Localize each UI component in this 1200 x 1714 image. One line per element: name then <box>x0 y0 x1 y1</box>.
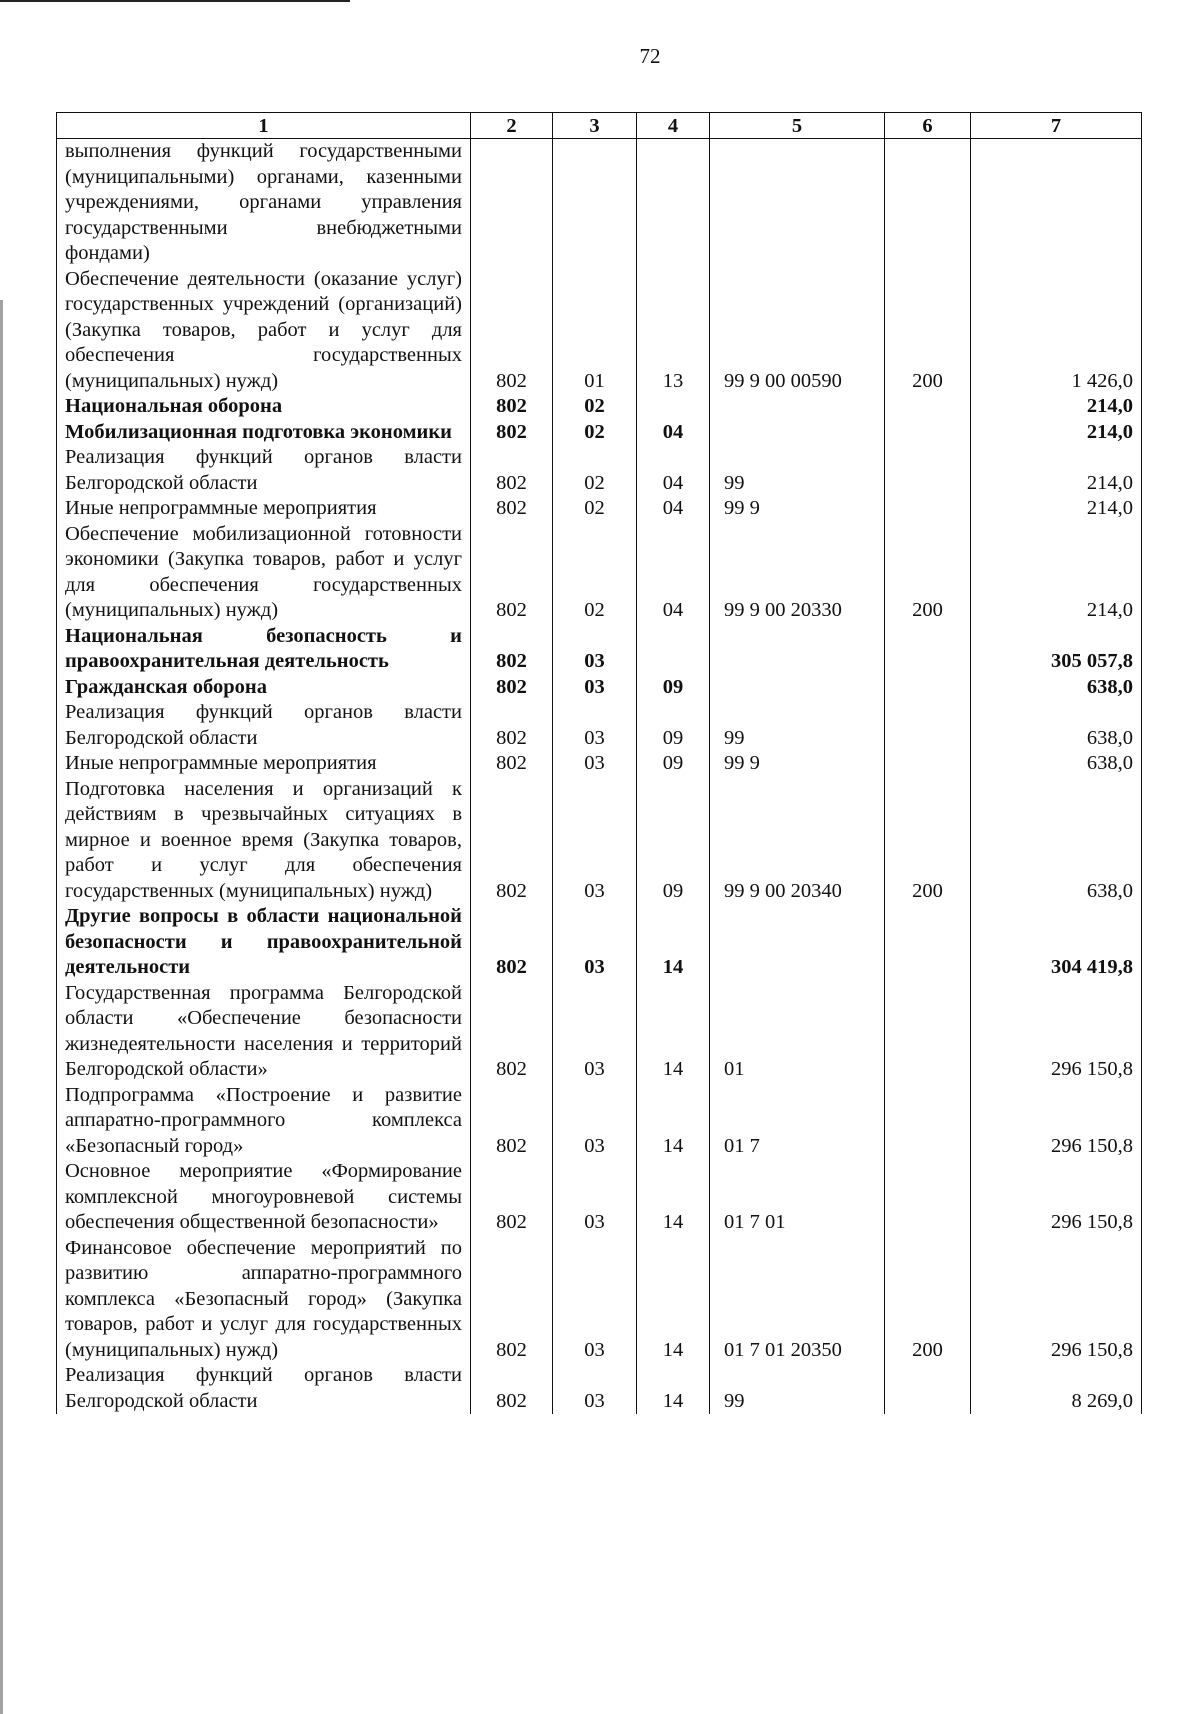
row-name: Реализация функций органов власти Белгородской области <box>57 445 471 496</box>
row-section-code: 02 <box>553 496 637 522</box>
row-subsection-code: 14 <box>637 981 710 1083</box>
row-target-code <box>710 394 885 420</box>
row-expense-type <box>885 675 971 701</box>
row-name: Подпрограмма «Построение и развитие аппаратно-программного комплекса «Безопасный город» <box>57 1083 471 1160</box>
row-name: Обеспечение мобилизационной готовности экономики (Закупка товаров, работ и услуг для обеспечения государственных (муниципальных) нужд) <box>57 522 471 624</box>
row-expense-type <box>885 496 971 522</box>
table-row <box>57 267 1142 395</box>
row-ved-code: 802 <box>471 624 553 675</box>
row-amount: 296 150,8 <box>971 1159 1142 1236</box>
table-row <box>57 445 1142 496</box>
row-amount <box>971 139 1142 267</box>
row-target-code: 99 9 00 20340 <box>710 777 885 905</box>
row-name: Реализация функций органов власти Белгородской области <box>57 1363 471 1414</box>
row-subsection-code: 14 <box>637 904 710 981</box>
row-name: Подготовка населения и организаций к действиям в чрезвычайных ситуациях в мирное и военное время (Закупка товаров, работ и услуг для обеспечения государственных (муниципальных) нужд) <box>57 777 471 905</box>
table-row <box>57 420 1142 446</box>
row-expense-type <box>885 751 971 777</box>
row-expense-type <box>885 1083 971 1160</box>
table-row <box>57 1236 1142 1364</box>
table-row <box>57 522 1142 624</box>
table-row <box>57 1363 1142 1414</box>
row-ved-code <box>471 139 553 267</box>
row-ved-code: 802 <box>471 522 553 624</box>
row-ved-code: 802 <box>471 981 553 1083</box>
row-subsection-code: 04 <box>637 445 710 496</box>
row-section-code: 03 <box>553 904 637 981</box>
row-section-code: 03 <box>553 1159 637 1236</box>
row-expense-type <box>885 700 971 751</box>
row-name: Другие вопросы в области национальной безопасности и правоохранительной деятельности <box>57 904 471 981</box>
row-target-code: 99 9 <box>710 751 885 777</box>
row-target-code: 99 <box>710 1363 885 1414</box>
row-expense-type <box>885 420 971 446</box>
row-section-code: 02 <box>553 420 637 446</box>
row-expense-type <box>885 1363 971 1414</box>
row-ved-code: 802 <box>471 904 553 981</box>
table-row <box>57 904 1142 981</box>
row-name: Государственная программа Белгородской области «Обеспечение безопасности жизнедеятельности населения и территорий Белгородской области» <box>57 981 471 1083</box>
row-target-code: 99 9 00 20330 <box>710 522 885 624</box>
row-amount: 214,0 <box>971 445 1142 496</box>
row-section-code: 03 <box>553 751 637 777</box>
row-amount: 214,0 <box>971 420 1142 446</box>
row-name: Обеспечение деятельности (оказание услуг) государственных учреждений (организаций) (Закупка товаров, работ и услуг для обеспечения государственных (муниципальных) нужд) <box>57 267 471 395</box>
row-target-code <box>710 420 885 446</box>
row-name: Иные непрограммные мероприятия <box>57 751 471 777</box>
row-expense-type <box>885 981 971 1083</box>
row-subsection-code <box>637 394 710 420</box>
row-subsection-code: 04 <box>637 420 710 446</box>
page-number: 72 <box>639 44 661 68</box>
row-name: Основное мероприятие «Формирование комплексной многоуровневой системы обеспечения общественной безопасности» <box>57 1159 471 1236</box>
table-row <box>57 700 1142 751</box>
table-row <box>57 675 1142 701</box>
row-subsection-code: 09 <box>637 777 710 905</box>
table-row <box>57 981 1142 1083</box>
row-amount: 296 150,8 <box>971 1083 1142 1160</box>
row-amount: 296 150,8 <box>971 1236 1142 1364</box>
row-amount: 296 150,8 <box>971 981 1142 1083</box>
row-expense-type <box>885 624 971 675</box>
row-name: Иные непрограммные мероприятия <box>57 496 471 522</box>
row-ved-code: 802 <box>471 1236 553 1364</box>
top-rule <box>0 0 350 2</box>
row-section-code <box>553 139 637 267</box>
row-amount: 214,0 <box>971 394 1142 420</box>
row-name: Мобилизационная подготовка экономики <box>57 420 471 446</box>
row-name: Гражданская оборона <box>57 675 471 701</box>
row-subsection-code: 14 <box>637 1083 710 1160</box>
row-expense-type: 200 <box>885 267 971 395</box>
row-subsection-code: 13 <box>637 267 710 395</box>
budget-table <box>56 112 1142 1414</box>
row-target-code <box>710 624 885 675</box>
row-amount: 638,0 <box>971 700 1142 751</box>
table-row <box>57 1083 1142 1160</box>
row-amount: 638,0 <box>971 777 1142 905</box>
row-target-code: 99 9 00 00590 <box>710 267 885 395</box>
row-ved-code: 802 <box>471 420 553 446</box>
header-col-5: 5 <box>710 113 885 139</box>
row-ved-code: 802 <box>471 751 553 777</box>
row-subsection-code: 04 <box>637 496 710 522</box>
scan-edge <box>0 300 3 1714</box>
header-col-2: 2 <box>471 113 553 139</box>
row-expense-type <box>885 1159 971 1236</box>
row-amount: 304 419,8 <box>971 904 1142 981</box>
row-amount: 638,0 <box>971 751 1142 777</box>
header-col-3: 3 <box>553 113 637 139</box>
row-ved-code: 802 <box>471 675 553 701</box>
row-target-code: 01 7 <box>710 1083 885 1160</box>
row-section-code: 03 <box>553 1236 637 1364</box>
row-expense-type <box>885 394 971 420</box>
row-ved-code: 802 <box>471 1159 553 1236</box>
row-name: Реализация функций органов власти Белгородской области <box>57 700 471 751</box>
table-row <box>57 394 1142 420</box>
row-section-code: 03 <box>553 700 637 751</box>
row-name: Национальная оборона <box>57 394 471 420</box>
row-section-code: 03 <box>553 1363 637 1414</box>
header-row <box>57 113 1142 139</box>
row-ved-code: 802 <box>471 777 553 905</box>
row-amount: 214,0 <box>971 522 1142 624</box>
row-section-code: 03 <box>553 675 637 701</box>
row-target-code <box>710 675 885 701</box>
table-row <box>57 777 1142 905</box>
row-target-code: 99 9 <box>710 496 885 522</box>
row-expense-type <box>885 445 971 496</box>
row-target-code: 99 <box>710 445 885 496</box>
row-amount: 305 057,8 <box>971 624 1142 675</box>
row-subsection-code: 14 <box>637 1159 710 1236</box>
row-ved-code: 802 <box>471 1083 553 1160</box>
table-row <box>57 139 1142 267</box>
row-ved-code: 802 <box>471 496 553 522</box>
row-name: выполнения функций государственными (муниципальными) органами, казенными учреждениями, органами управления государственными внебюджетными фондами) <box>57 139 471 267</box>
table-row <box>57 624 1142 675</box>
row-section-code: 03 <box>553 777 637 905</box>
row-subsection-code: 09 <box>637 700 710 751</box>
row-name: Национальная безопасность и правоохранительная деятельность <box>57 624 471 675</box>
row-section-code: 02 <box>553 445 637 496</box>
row-section-code: 03 <box>553 1083 637 1160</box>
row-ved-code: 802 <box>471 394 553 420</box>
row-expense-type <box>885 904 971 981</box>
header-col-1: 1 <box>57 113 471 139</box>
row-section-code: 02 <box>553 394 637 420</box>
row-target-code: 99 <box>710 700 885 751</box>
row-expense-type: 200 <box>885 1236 971 1364</box>
row-section-code: 02 <box>553 522 637 624</box>
row-ved-code: 802 <box>471 445 553 496</box>
row-amount: 638,0 <box>971 675 1142 701</box>
row-expense-type: 200 <box>885 522 971 624</box>
row-ved-code: 802 <box>471 700 553 751</box>
row-amount: 8 269,0 <box>971 1363 1142 1414</box>
row-subsection-code: 14 <box>637 1363 710 1414</box>
row-amount: 214,0 <box>971 496 1142 522</box>
row-name: Финансовое обеспечение мероприятий по развитию аппаратно-программного комплекса «Безопасный город» (Закупка товаров, работ и услуг для государственных (муниципальных) нужд) <box>57 1236 471 1364</box>
row-ved-code: 802 <box>471 1363 553 1414</box>
row-expense-type: 200 <box>885 777 971 905</box>
row-subsection-code <box>637 139 710 267</box>
row-ved-code: 802 <box>471 267 553 395</box>
table-row <box>57 1159 1142 1236</box>
row-section-code: 03 <box>553 624 637 675</box>
row-subsection-code: 09 <box>637 751 710 777</box>
row-subsection-code <box>637 624 710 675</box>
row-expense-type <box>885 139 971 267</box>
row-target-code <box>710 904 885 981</box>
row-subsection-code: 14 <box>637 1236 710 1364</box>
row-subsection-code: 09 <box>637 675 710 701</box>
row-section-code: 01 <box>553 267 637 395</box>
row-target-code: 01 7 01 <box>710 1159 885 1236</box>
row-subsection-code: 04 <box>637 522 710 624</box>
header-col-6: 6 <box>885 113 971 139</box>
table-row <box>57 751 1142 777</box>
table-row <box>57 496 1142 522</box>
row-target-code: 01 7 01 20350 <box>710 1236 885 1364</box>
row-target-code <box>710 139 885 267</box>
row-target-code: 01 <box>710 981 885 1083</box>
header-col-4: 4 <box>637 113 710 139</box>
header-col-7: 7 <box>971 113 1142 139</box>
row-amount: 1 426,0 <box>971 267 1142 395</box>
row-section-code: 03 <box>553 981 637 1083</box>
